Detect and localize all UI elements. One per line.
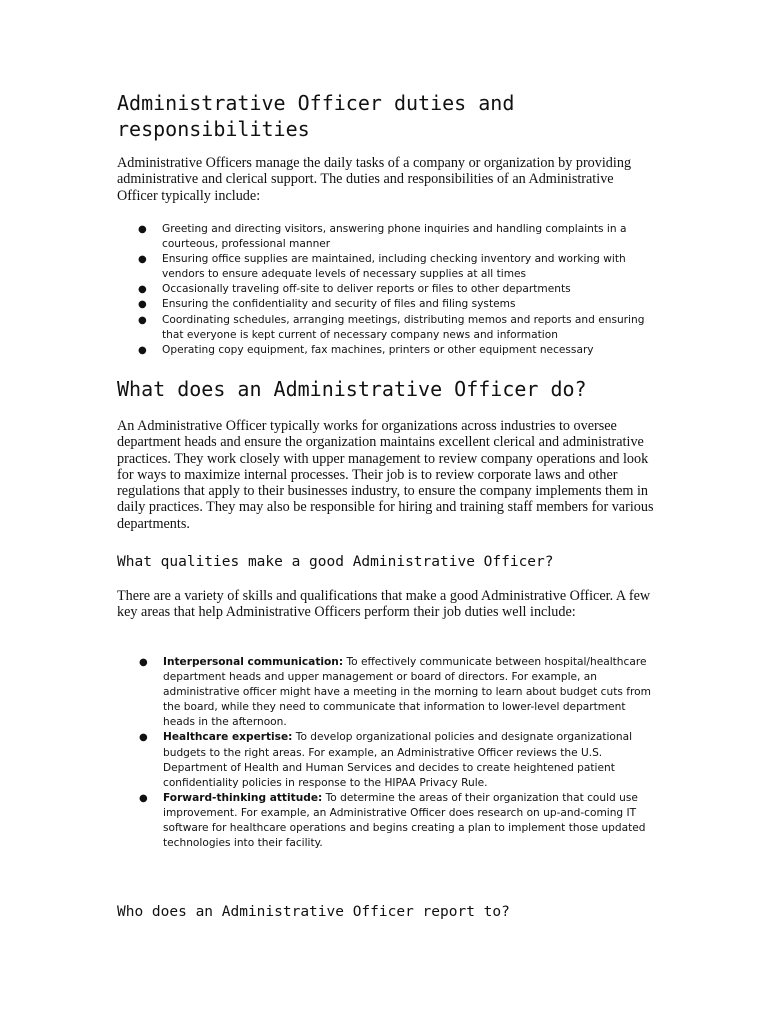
title-line-2: responsibilities [117,117,310,141]
qualities-intro: There are a variety of skills and qualifications that make a good Administrative Officer. A few key areas that help Administrative Officers perform their job duties well include: [117,588,651,621]
title-line-1: Administrative Officer duties and [117,91,515,115]
list-item-text: To develop organizational policies and designate organizational budgets to the right areas. For example, an Administrative Officer reviews the U.S. Department of Health and Human Services and decides to create heightened patient confidentiality policies in response to the HIPAA Privacy Rule. [163,731,633,789]
duties-list [117,222,657,358]
list-item-text: Operating copy equipment, fax machines, printers or other equipment necessary [162,343,594,356]
list-item-text: Occasionally traveling off-site to deliver reports or files to other departments [162,283,571,296]
duties-intro: Administrative Officers manage the daily tasks of a company or organization by providing administrative and clerical support. The duties and responsibilities of an Administrative Officer typically include: [117,155,632,204]
bullet-icon: ● [138,314,147,326]
list-item-term: Healthcare expertise: [163,731,293,744]
bullet-icon: ● [138,224,147,235]
list-item [117,791,657,851]
list-item-text: Coordinating schedules, arranging meetings, distributing memos and reports and ensuring that everyone is kept current of necessary company news and information [162,313,645,341]
bullet-icon: ● [139,732,148,744]
bullet-icon: ● [139,792,148,804]
list-item-text: Greeting and directing visitors, answering phone inquiries and handling complaints in a courteous, professional manner [162,223,627,251]
list-item-text: To effectively communicate between hospital/healthcare department heads and upper management or board of directors. For example, an administrative officer might have a meeting in the morning to learn about budget cuts from the board, while they need to communicate that information to lower-level department heads in the afternoon. [163,656,651,729]
bullet-icon: ● [138,254,147,266]
list-item [117,222,657,252]
list-item [117,655,657,730]
list-item-text: Ensuring office supplies are maintained, including checking inventory and working with vendors to ensure adequate levels of necessary supplies at all times [162,253,626,281]
page-title [117,90,514,142]
list-item [117,282,657,297]
bullet-icon: ● [139,657,148,668]
section-heading-reports-to: Who does an Administrative Officer report to? [117,904,510,920]
what-does-body: An Administrative Officer typically works for organizations across industries to oversee department heads and ensure the organization maintains excellent clerical and administrative practices. They work closely with upper management to review company operations and look for ways to maximize internal processes. Their job is to review corporate laws and other regulations that apply to their businesses industry, to ensure the company implements them in daily practices. They may also be responsible for hiring and training staff members for various departments. [117,418,654,532]
list-item-text: Ensuring the confidentiality and security of files and filing systems [162,298,516,311]
list-item [117,343,657,358]
bullet-icon: ● [138,299,147,311]
section-heading-qualities: What qualities make a good Administrative Officer? [117,554,554,570]
bullet-icon: ● [138,284,147,296]
bullet-icon: ● [138,344,147,356]
list-item [117,313,657,343]
list-item [117,730,657,790]
list-item [117,297,657,312]
list-item-term: Interpersonal communication: [163,656,344,668]
list-item-text: To determine the areas of their organization that could use improvement. For example, an Administrative Officer does research on up-and-coming IT software for healthcare operations and begins creating a plan to implement those updated technologies into their facility. [163,791,646,850]
list-item-term: Forward-thinking attitude: [163,791,323,804]
qualities-list [117,655,657,851]
list-item [117,252,657,282]
section-heading-what-does: What does an Administrative Officer do? [117,377,587,401]
